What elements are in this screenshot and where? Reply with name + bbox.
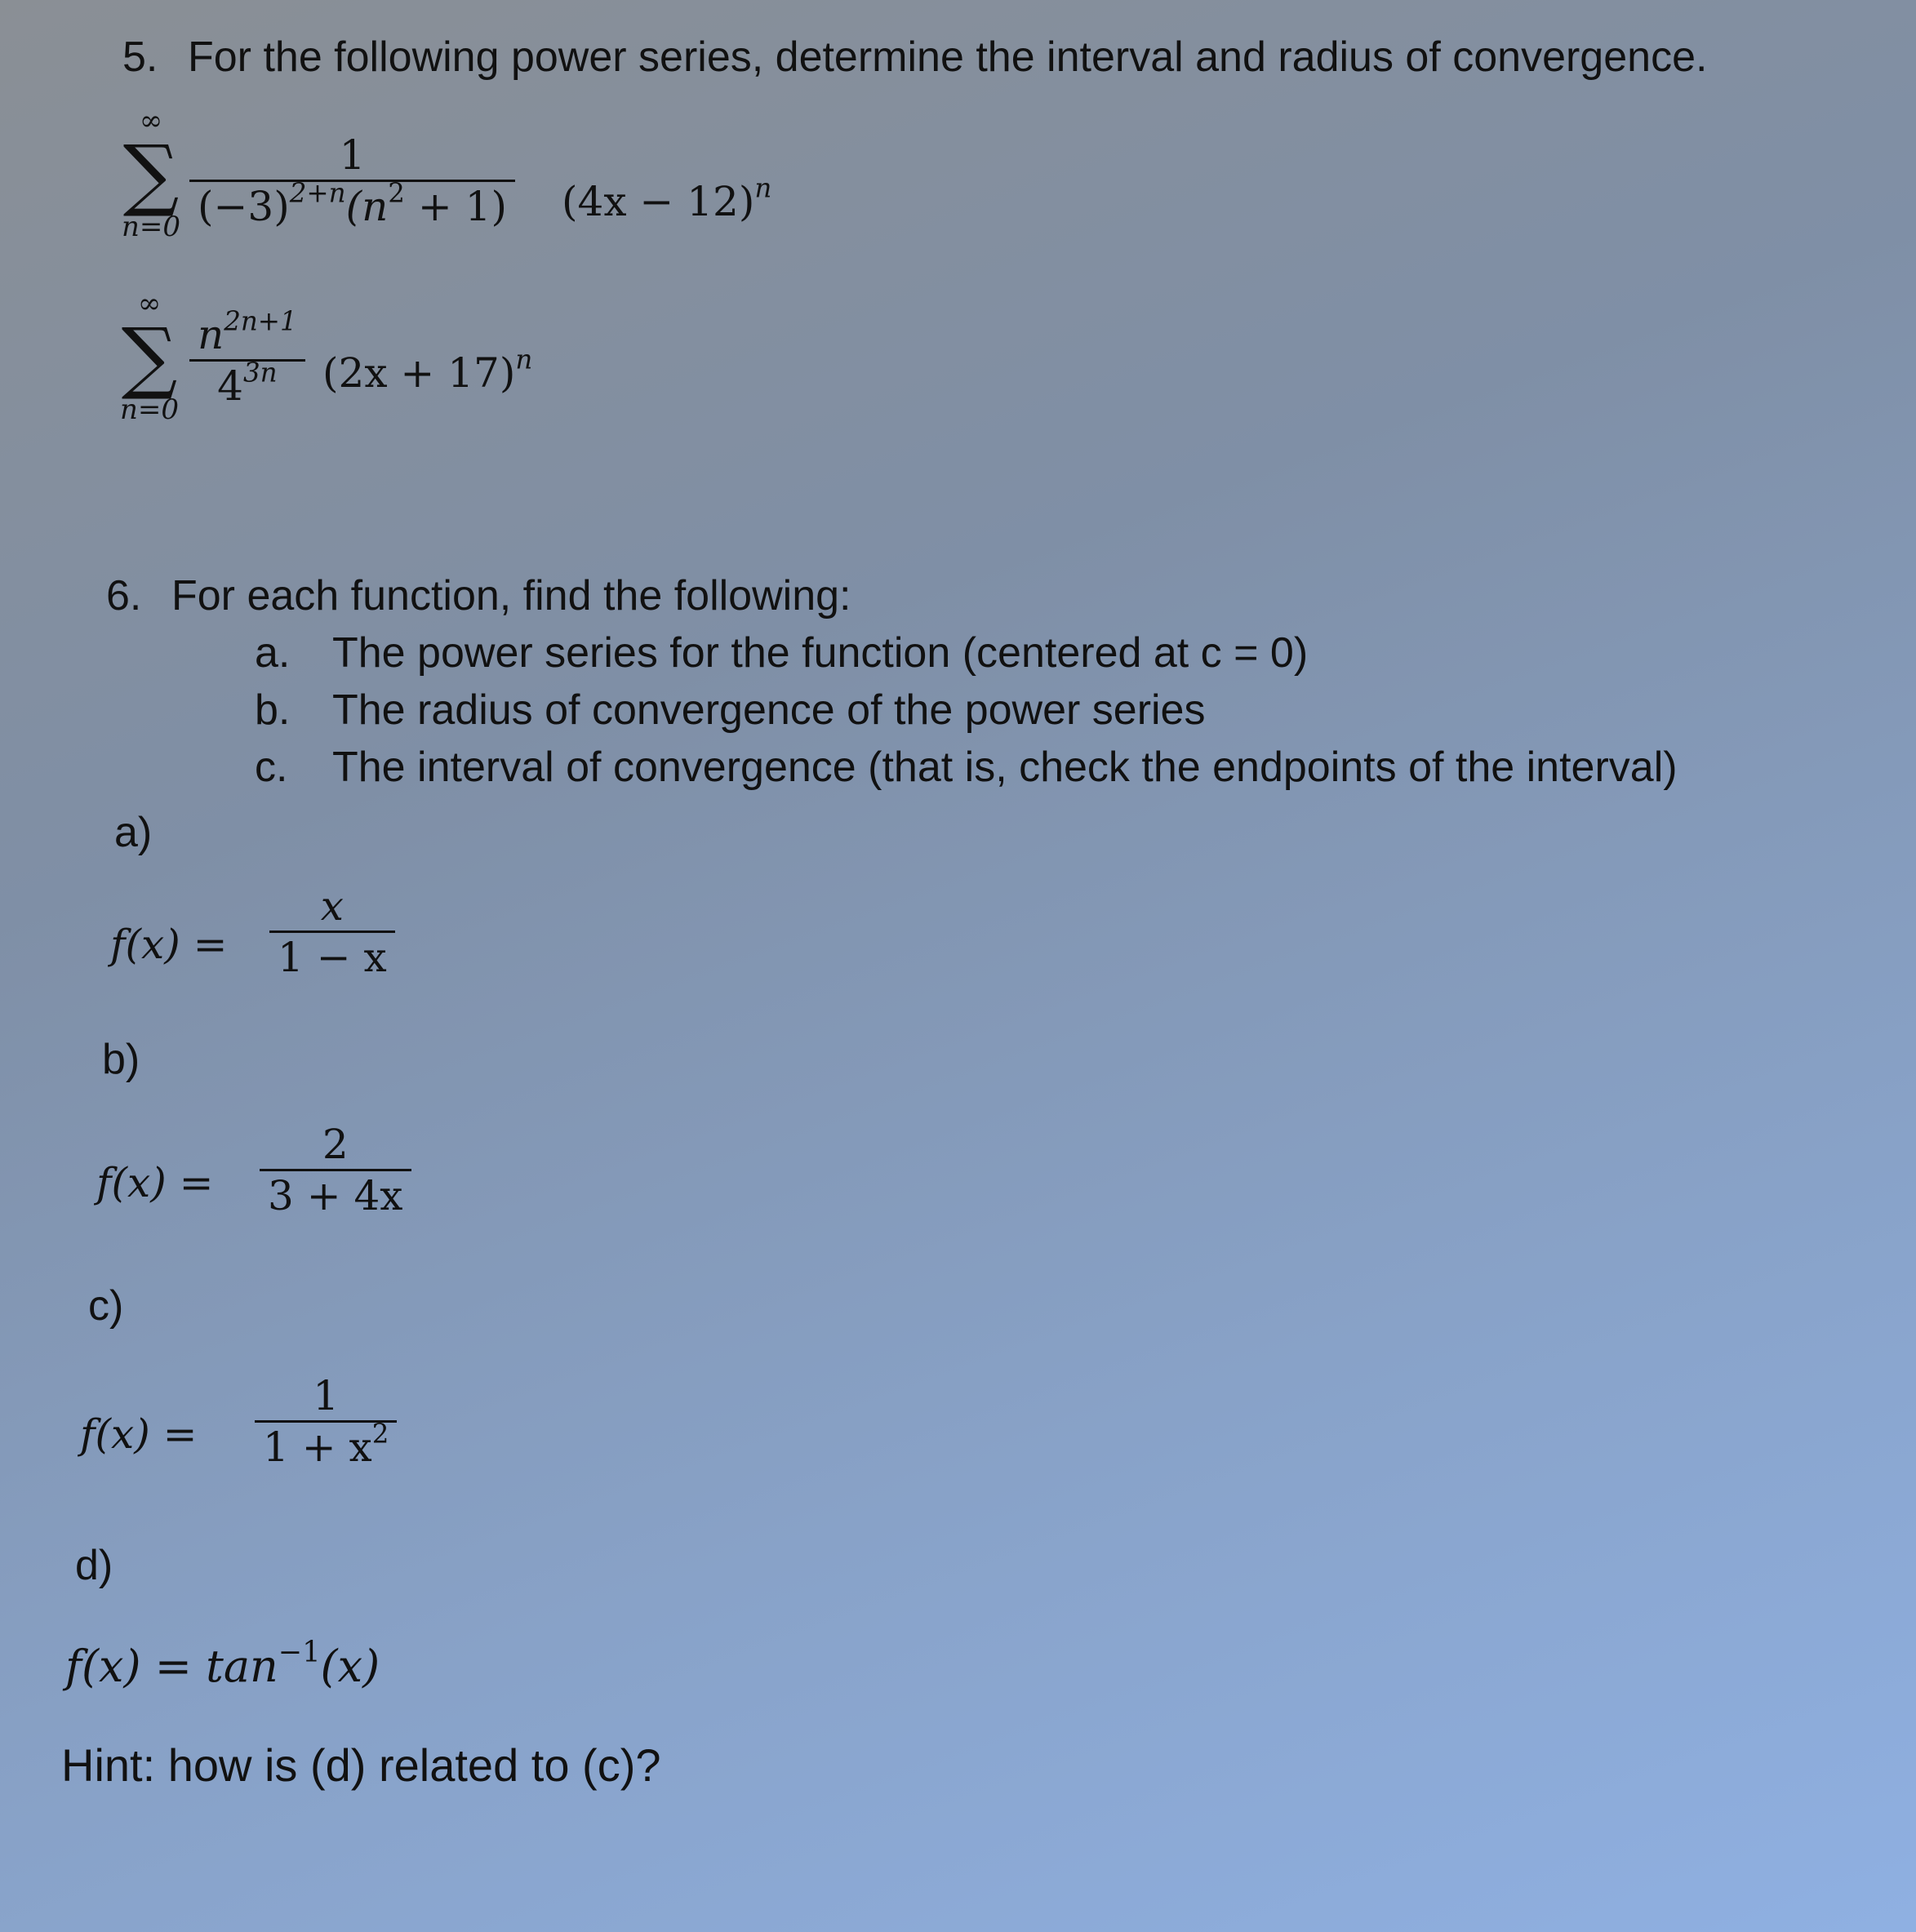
series-1-numerator: 1 [339, 131, 366, 179]
problem-6-heading [106, 571, 851, 620]
problem-6-item-a: a. The power series for the function (centered at c = 0) [255, 629, 1309, 677]
series-2-upper-limit: ∞ [137, 287, 162, 320]
series-2-denominator: $4^{3n}$ [217, 357, 278, 410]
problem-5-text: For the following power series, determine the interval and radius of convergence. [188, 33, 1708, 81]
series-1-lower-limit: n=0 [121, 211, 181, 243]
part-b-lhs: f(x) = [96, 1159, 214, 1206]
problem-6-item-c: c. The interval of convergence (that is, check the endpoints of the interval) [255, 744, 1678, 791]
part-c-lhs: f(x) = [80, 1410, 198, 1458]
series-1-factor: $(4x - 12)^n$ [562, 172, 772, 225]
part-b-denominator: 3 + 4x [268, 1172, 403, 1219]
part-a-denominator: 1 − x [278, 934, 387, 981]
series-2-fraction [189, 305, 305, 411]
part-c-fraction [255, 1371, 397, 1472]
part-a-lhs: f(x) = [110, 921, 228, 968]
part-b-label: b) [102, 1036, 140, 1083]
series-1-fraction [189, 131, 515, 231]
problem-6-number: 6. [106, 572, 142, 620]
series-2-lower-limit: n=0 [119, 393, 180, 426]
part-d-expression: $f(x) = \tan^{-1}(x)$ [65, 1635, 380, 1692]
problem-5-heading [122, 33, 1707, 82]
series-2-sigma [104, 287, 194, 426]
part-a-numerator: x [320, 882, 344, 930]
problem-5-number: 5. [122, 33, 158, 81]
series-2-numerator: $n^{2n+1}$ [198, 305, 297, 358]
problem-6-item-b: b. The radius of convergence of the power series [255, 686, 1206, 734]
part-b-numerator: 2 [322, 1121, 349, 1168]
part-b-fraction [260, 1120, 411, 1220]
problem-6-text: For each function, find the following: [171, 572, 851, 620]
series-2-factor: $(2x + 17)^n$ [322, 344, 533, 397]
series-1-upper-limit: ∞ [139, 104, 163, 137]
series-1-denominator: $(-3)^{2+n}(n^2 + 1)$ [198, 177, 507, 230]
sigma-icon: ∑ [122, 128, 180, 220]
part-a-fraction [269, 882, 395, 982]
part-d-label: d) [75, 1542, 113, 1589]
part-c-numerator: 1 [313, 1372, 340, 1419]
part-a-label: a) [114, 809, 153, 856]
hint-text: Hint: how is (d) related to (c)? [61, 1739, 661, 1791]
sigma-icon: ∑ [121, 311, 178, 402]
series-1-sigma [106, 104, 196, 243]
part-c-label: c) [88, 1282, 124, 1330]
part-c-denominator: $1 + x^2$ [263, 1418, 389, 1471]
